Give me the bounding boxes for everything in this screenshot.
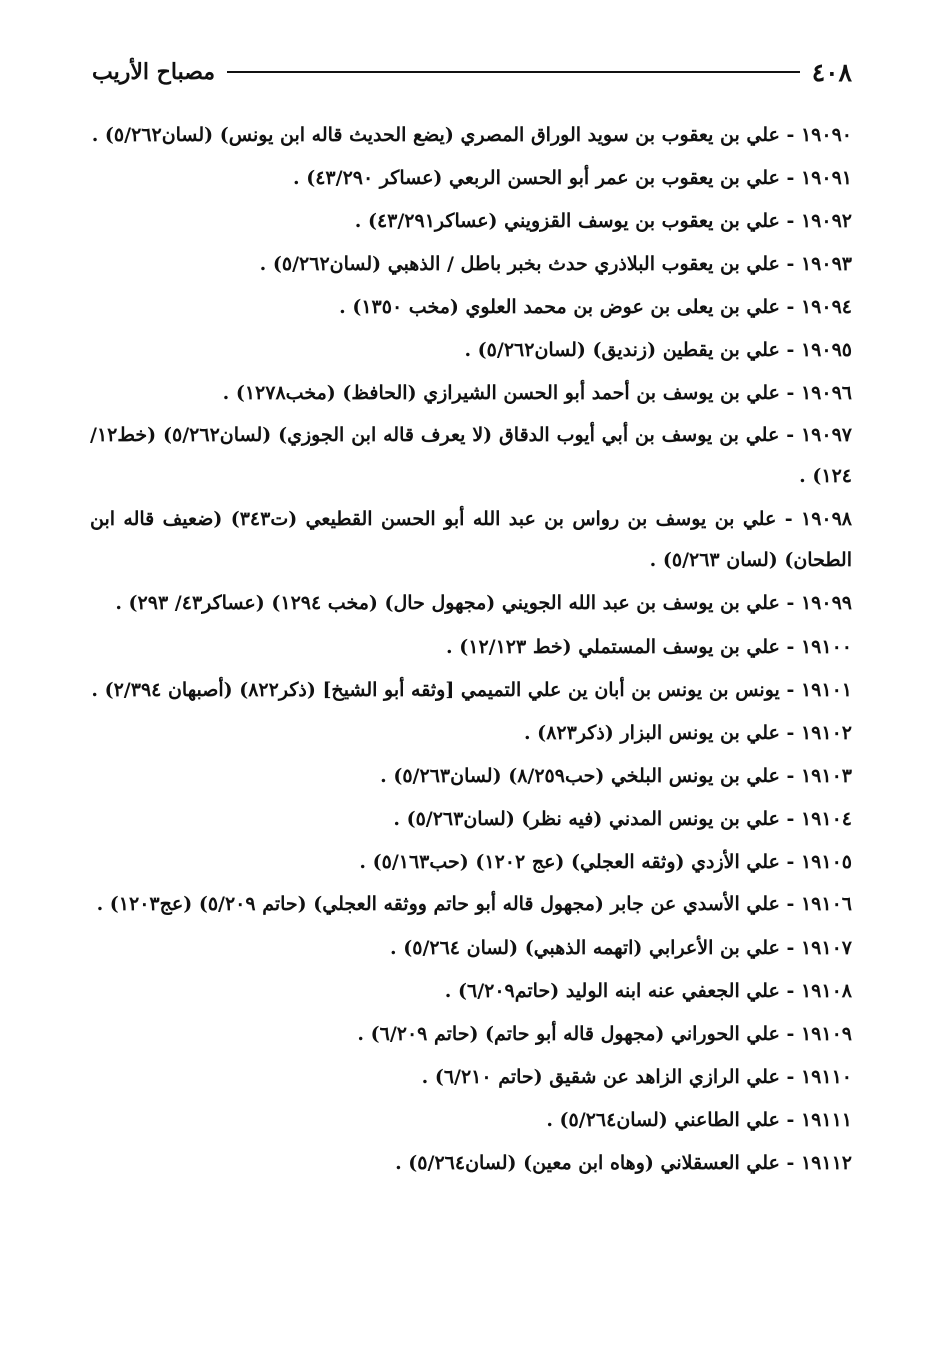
list-item — [90, 1099, 852, 1142]
entry-number: ١٩١٠٨ — [800, 980, 852, 1002]
entry-number: ١٩١٠١ — [800, 679, 852, 701]
entry-text: علي الأزدي (وثقه العجلي) (عج ١٢٠٢) (حب٥/١٦٣) . — [359, 851, 780, 873]
entry-number: ١٩١٠٦ — [800, 893, 852, 915]
list-item — [90, 157, 852, 200]
list-item — [90, 243, 852, 286]
entry-text: علي الطاعني (لسان٥/٢٦٤) . — [546, 1109, 780, 1131]
list-item — [90, 372, 852, 415]
entry-separator: - — [786, 424, 795, 446]
book-title: مصباح الأريب — [92, 59, 216, 85]
entry-text: علي بن يعقوب البلاذري حدث بخبر باطل / الذهبي (لسان٥/٢٦٢) . — [259, 253, 780, 275]
entry-number: ١٩٠٩٧ — [800, 424, 852, 446]
list-item — [90, 415, 852, 497]
entry-number: ١٩٠٩٦ — [800, 382, 852, 404]
list-item — [90, 286, 852, 329]
entry-number: ١٩٠٩٨ — [800, 508, 853, 530]
entry-text: علي بن يوسف بن أحمد أبو الحسن الشيرازي (الحافظ) (مخب١٢٧٨) . — [222, 382, 780, 404]
entry-separator: - — [786, 124, 795, 146]
list-item — [90, 1142, 852, 1185]
entry-separator: - — [786, 1066, 795, 1088]
entry-text: علي بن يعقوب بن سويد الوراق المصري (يضع الحديث قاله ابن يونس) (لسان٥/٢٦٢) . — [91, 124, 780, 146]
entry-text: علي الأسدي عن جابر (مجهول قاله أبو حاتم ووثقه العجلي) (حاتم ٥/٢٠٩) (عج١٢٠٣) . — [96, 893, 780, 915]
entry-number: ١٩٠٩٩ — [800, 592, 852, 614]
list-item — [90, 884, 852, 925]
entry-separator: - — [786, 1023, 795, 1045]
entry-number: ١٩١٠٣ — [800, 765, 852, 787]
list-item — [90, 583, 852, 624]
list-item — [90, 200, 852, 243]
page-header — [92, 52, 852, 92]
entry-text: يونس بن يونس بن أبان ين علي التميمي [وثقه أبو الشيخ] (ذكر٨٢٢) (أصبهان ٢/٣٩٤) . — [91, 679, 780, 701]
list-item — [90, 841, 852, 884]
entry-separator: - — [786, 1109, 795, 1131]
entry-separator: - — [786, 1152, 795, 1174]
entry-number: ١٩٠٩٣ — [800, 253, 852, 275]
entry-separator: - — [786, 636, 795, 658]
list-item — [90, 499, 852, 581]
entry-number: ١٩٠٩٤ — [800, 296, 852, 318]
list-item — [90, 114, 852, 157]
entry-separator: - — [786, 722, 795, 744]
entry-number: ١٩٠٩٢ — [800, 210, 852, 232]
entry-number: ١٩٠٩١ — [800, 167, 852, 189]
entry-number: ١٩١٠٢ — [800, 722, 852, 744]
list-item — [90, 970, 852, 1013]
page-number: ٤٠٨ — [811, 57, 852, 87]
entry-number: ١٩٠٩٠ — [800, 124, 852, 146]
list-item — [90, 712, 852, 755]
entry-separator: - — [786, 893, 795, 915]
entries-list — [90, 114, 852, 1185]
entry-text: علي الرازي الزاهد عن شقيق (حاتم ٦/٢١٠) . — [421, 1066, 780, 1088]
entry-separator: - — [786, 210, 795, 232]
entry-text: علي الحوراني (مجهول قاله أبو حاتم) (حاتم ٦/٢٠٩) . — [357, 1023, 780, 1045]
entry-number: ١٩١٠٤ — [800, 808, 852, 830]
entry-text: علي بن يعلى بن عوض بن محمد العلوي (مخب ١٣٥٠) . — [339, 296, 780, 318]
entry-number: ١٩١١٢ — [800, 1152, 852, 1174]
entry-text: علي الجعفي عنه ابنه الوليد (حاتم٦/٢٠٩) . — [444, 980, 780, 1002]
entry-separator: - — [786, 167, 795, 189]
entry-number: ١٩١٠٥ — [800, 851, 852, 873]
list-item — [90, 1013, 852, 1056]
entry-separator: - — [786, 592, 795, 614]
list-item — [90, 927, 852, 970]
list-item — [90, 329, 852, 372]
entry-text: علي العسقلاني (وهاه ابن معين) (لسان٥/٢٦٤) . — [395, 1152, 780, 1174]
entry-number: ١٩١١١ — [800, 1109, 852, 1131]
list-item — [90, 755, 852, 798]
entry-text: علي بن يعقوب بن عمر أبو الحسن الربعي (عساكر ٤٣/٢٩٠) . — [292, 167, 780, 189]
entry-text: علي بن يونس البزار (ذكر٨٢٣) . — [523, 722, 780, 744]
entry-number: ١٩٠٩٥ — [800, 339, 852, 361]
entry-separator: - — [784, 508, 793, 530]
entry-text: علي بن يونس المدني (فيه نظر) (لسان٥/٢٦٣) . — [393, 808, 780, 830]
entry-number: ١٩١٠٠ — [800, 636, 852, 658]
entry-text: علي بن يوسف بن أبي أيوب الدقاق (لا يعرف قاله ابن الجوزي) (لسان٥/٢٦٢) (خط١٢/ ١٢٤) . — [90, 424, 852, 487]
entry-text: علي بن يقطين (زنديق) (لسان٥/٢٦٢) . — [464, 339, 780, 361]
entry-text: علي بن يوسف المستملي (خط ١٢/١٢٣) . — [446, 636, 780, 658]
entry-number: ١٩١٠٩ — [800, 1023, 852, 1045]
entry-separator: - — [786, 808, 795, 830]
entry-text: علي بن الأعرابي (اتهمه الذهبي) (لسان ٥/٢٦٤) . — [390, 937, 780, 959]
entry-separator: - — [786, 382, 795, 404]
entry-separator: - — [786, 765, 795, 787]
entry-separator: - — [786, 679, 795, 701]
entry-text: علي بن يعقوب بن يوسف القزويني (عساكر٤٣/٢٩١) . — [354, 210, 780, 232]
entry-text: علي بن يوسف بن عبد الله الجويني (مجهول حال) (مخب ١٢٩٤) (عساكر٤٣/ ٢٩٣) . — [115, 592, 780, 614]
entry-text: علي بن يوسف بن رواس بن عبد الله أبو الحسن القطيعي (ت٣٤٣) (ضعيف قاله ابن الطحان) (لسان ٥/٢٦٣) . — [90, 508, 852, 571]
entry-separator: - — [786, 296, 795, 318]
entry-number: ١٩١٠٧ — [800, 937, 852, 959]
entry-text: علي بن يونس البلخي (حب٨/٢٥٩) (لسان٥/٢٦٣) . — [380, 765, 780, 787]
entry-separator: - — [786, 980, 795, 1002]
list-item — [90, 669, 852, 712]
list-item — [90, 1056, 852, 1099]
entry-number: ١٩١١٠ — [800, 1066, 852, 1088]
entry-separator: - — [786, 937, 795, 959]
header-rule — [227, 71, 800, 73]
list-item — [90, 798, 852, 841]
entry-separator: - — [786, 851, 795, 873]
entry-separator: - — [786, 253, 795, 275]
list-item — [90, 626, 852, 669]
entry-separator: - — [786, 339, 795, 361]
